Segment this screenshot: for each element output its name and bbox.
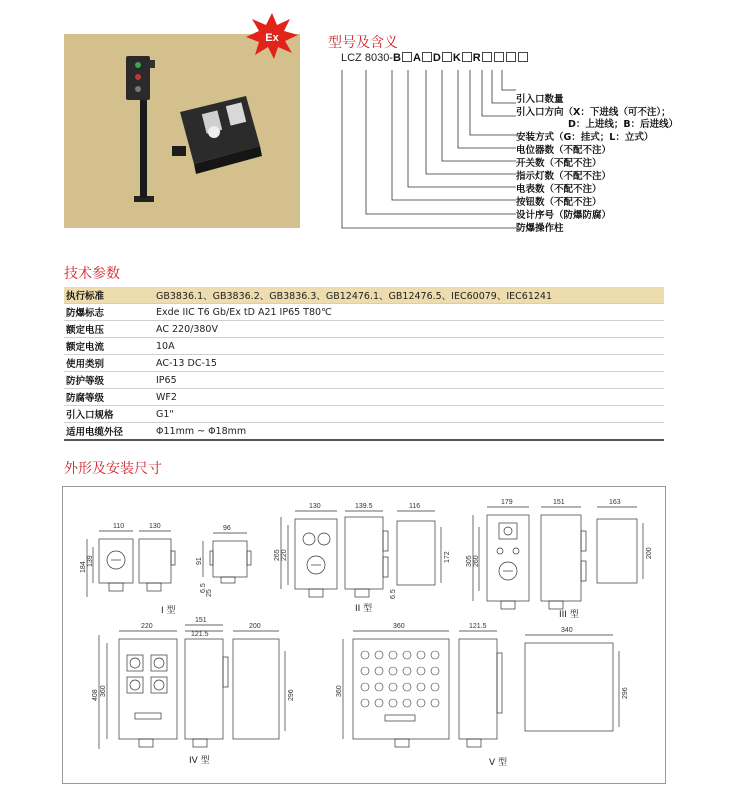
- meaning-item: 按钮数（不配不注）: [516, 197, 602, 208]
- type1-front: [99, 539, 133, 583]
- code-letter: B: [392, 52, 401, 64]
- type4-label: IV 型: [189, 756, 210, 766]
- ex-badge: [246, 13, 298, 59]
- dim-label: 184: [80, 561, 87, 573]
- code-letter: A: [412, 52, 421, 64]
- type1-side: [139, 539, 171, 583]
- spec-table: [64, 287, 664, 441]
- dim-label: 340: [561, 627, 573, 634]
- dim-label: 408: [92, 689, 99, 701]
- type3-back: [597, 519, 637, 583]
- dim-label: 6.5: [390, 589, 397, 599]
- badge-text: Ex: [265, 32, 279, 44]
- dim-label: 220: [141, 623, 153, 630]
- dim-label: 179: [501, 499, 513, 506]
- type1-label: I 型: [161, 606, 176, 616]
- code-letter: D: [432, 52, 441, 64]
- dim-label: 305: [466, 555, 473, 567]
- dim-label: 110: [113, 523, 125, 530]
- spec-row: 防腐等级 WF2: [64, 389, 664, 406]
- spec-row: 额定电流 10A: [64, 338, 664, 355]
- meaning-item: 安装方式（G：挂式；L：立式）: [516, 132, 654, 143]
- spec-row: 使用类别 AC-13 DC-15: [64, 355, 664, 372]
- dim-label: 296: [622, 687, 629, 699]
- dim-label: 6.5: [200, 583, 207, 593]
- dimension-drawings: [62, 486, 666, 784]
- code-letter: K: [452, 52, 461, 64]
- spec-row: 额定电压 AC 220/380V: [64, 321, 664, 338]
- meaning-item: 电位器数（不配不注）: [516, 145, 612, 156]
- dim-label: 151: [195, 617, 207, 624]
- code-letter: R: [472, 52, 481, 64]
- dim-label: 260: [473, 555, 480, 567]
- dim-label: 121.5: [191, 631, 209, 638]
- type4-front: [119, 639, 177, 739]
- type2-back: [397, 521, 435, 585]
- type4-side: [185, 639, 223, 739]
- dim-label: 296: [288, 689, 295, 701]
- type3-front: [487, 515, 529, 601]
- type5-back: [525, 643, 613, 731]
- meaning-item: 引入口数量: [516, 94, 564, 105]
- dim-label: 360: [100, 685, 107, 697]
- explosion-proof-control-column-image: [64, 34, 300, 228]
- model-code-prefix: LCZ 8030-: [341, 52, 393, 64]
- meaning-item: 指示灯数（不配不注）: [516, 171, 612, 182]
- model-leader-lines: [330, 66, 530, 236]
- meaning-item: 设计序号（防爆防腐）: [516, 210, 612, 221]
- dim-label: 360: [393, 623, 405, 630]
- meaning-item: 电表数（不配不注）: [516, 184, 602, 195]
- dim-label: 200: [249, 623, 261, 630]
- type3-side: [541, 515, 581, 601]
- dim-label: 96: [223, 525, 231, 532]
- type5-front: [353, 639, 449, 739]
- type5-button-grid: [361, 651, 439, 707]
- type5-label: V 型: [489, 758, 508, 768]
- type3-label: III 型: [559, 610, 579, 620]
- type1-top: [213, 541, 247, 577]
- dim-label: 130: [309, 503, 321, 510]
- dim-label: 130: [149, 523, 161, 530]
- dim-label: 139.5: [355, 503, 373, 510]
- dim-label: 116: [409, 503, 421, 510]
- meaning-item: 防爆操作柱: [516, 223, 564, 234]
- dims-section-title: 外形及安装尺寸: [64, 461, 162, 477]
- dimension-drawing-svg: [63, 487, 665, 783]
- dim-label: 200: [646, 547, 653, 559]
- type2-side: [345, 517, 383, 589]
- dim-label: 172: [444, 551, 451, 563]
- product-photo: [64, 34, 300, 228]
- spec-row: 防爆标志 Exde IIC T6 Gb/Ex tD A21 IP65 T80℃: [64, 304, 664, 321]
- spec-row: 引入口规格 G1": [64, 406, 664, 423]
- dim-label: 220: [281, 549, 288, 561]
- model-section-title: 型号及含义: [328, 35, 398, 51]
- dim-label: 265: [274, 549, 281, 561]
- meaning-item: 引入口方向（X：下进线（可不注）；: [516, 107, 671, 118]
- dim-label: 360: [336, 685, 343, 697]
- type2-front: [295, 519, 337, 589]
- meaning-item: 开关数（不配不注）: [516, 158, 602, 169]
- type5-side: [459, 639, 497, 739]
- dim-label: 121.5: [469, 623, 487, 630]
- dim-label: 151: [553, 499, 565, 506]
- dim-label: 25: [206, 589, 213, 597]
- type4-back: [233, 639, 279, 739]
- meaning-item: D：上进线；B：后进线）: [568, 119, 679, 130]
- dim-label: 163: [609, 499, 621, 506]
- tech-section-title: 技术参数: [64, 266, 120, 282]
- dim-label: 91: [196, 557, 203, 565]
- dim-label: 139: [87, 555, 94, 567]
- spec-row: 防护等级 IP65: [64, 372, 664, 389]
- type2-label: II 型: [355, 604, 373, 614]
- spec-row: 适用电缆外径 Φ11mm ~ Φ18mm: [64, 423, 664, 441]
- spec-row: 执行标准 GB3836.1、GB3836.2、GB3836.3、GB12476.1、GB12476.5、IEC60079、IEC61241: [64, 287, 664, 304]
- model-code: [341, 52, 529, 64]
